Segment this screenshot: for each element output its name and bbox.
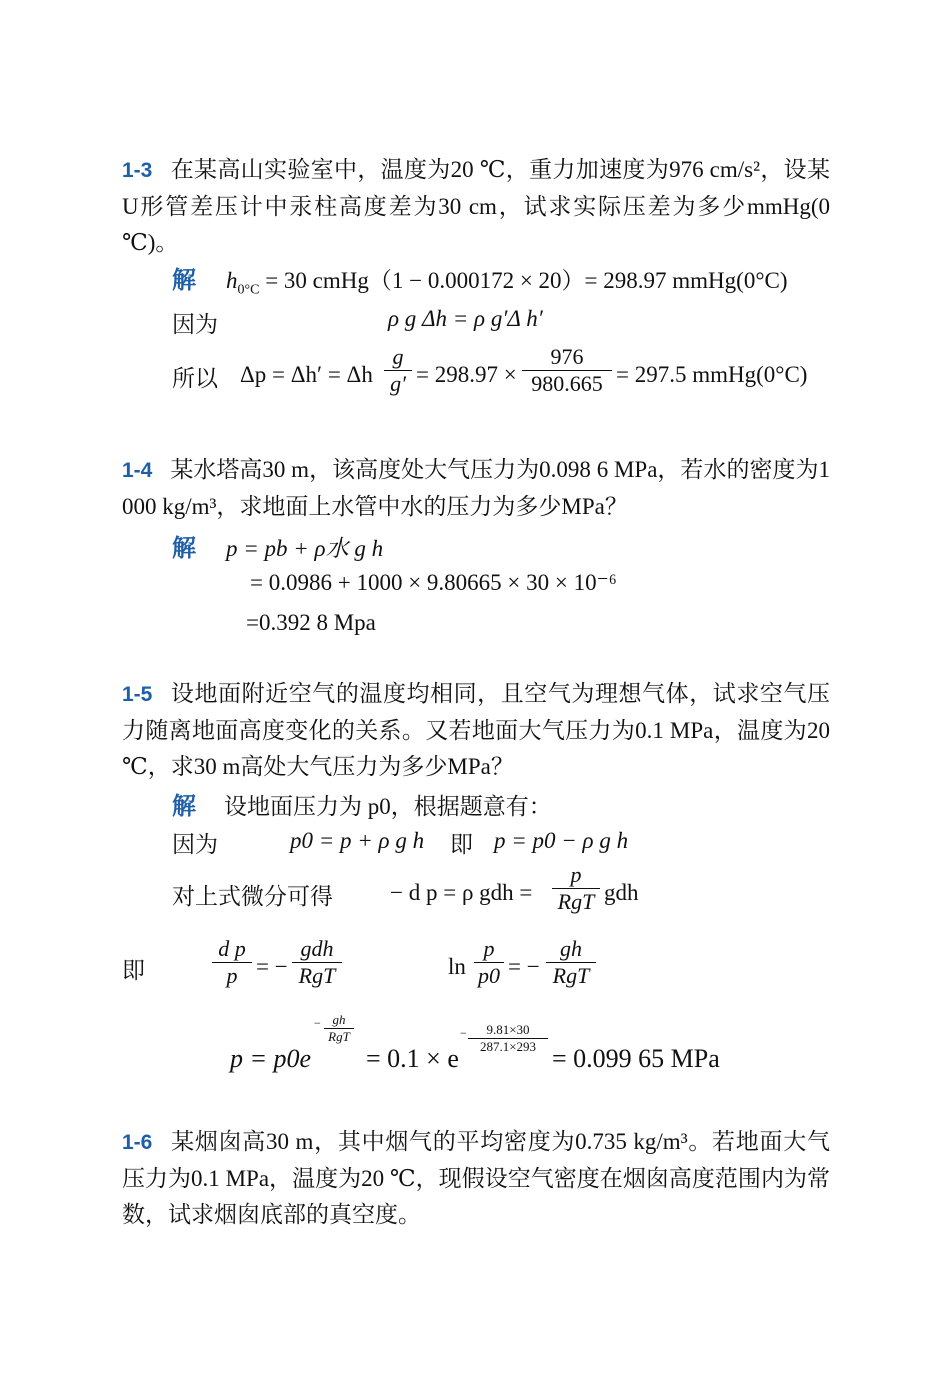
- fraction-p-over-p0: [474, 936, 504, 989]
- ji-label: 即: [450, 832, 473, 857]
- fraction-dp-over-p: [212, 936, 252, 989]
- fraction-denominator: RgT: [292, 962, 342, 989]
- fraction-gdh-over-RgT: [292, 936, 342, 989]
- problem-1-6: [122, 1124, 830, 1233]
- equation-1-3-c-left: Δp = Δh′ = Δh: [240, 362, 373, 387]
- fraction-numerator: 976: [550, 344, 584, 369]
- equation-1-5-b: p = p0 − ρ g h: [494, 828, 629, 853]
- fraction-numerator: p: [570, 862, 582, 887]
- fraction-numerator: d p: [218, 936, 246, 961]
- equation-1-3-b: ρ g Δh = ρ g′Δ h′: [388, 306, 543, 331]
- fraction-numerator: g: [392, 344, 404, 369]
- ji-label-2: 即: [122, 958, 145, 983]
- fraction-denominator: p0: [474, 962, 504, 989]
- because-label: 因为: [172, 832, 218, 857]
- problem-text: 某烟囱高30 m，其中烟气的平均密度为0.735 kg/m³。若地面大气压力为0.1 MPa，温度为20 ℃，现假设空气密度在烟囱高度范围内为常数，试求烟囱底部的真空度。: [122, 1129, 830, 1227]
- equation-1-5-c-left: − d p = ρ gdh =: [390, 880, 533, 905]
- exponent-minus: −: [460, 1026, 467, 1040]
- fraction-denominator: p: [212, 962, 252, 989]
- fraction-numerator: gh: [560, 936, 582, 961]
- solution-intro: 设地面压力为 p0，根据题意有：: [224, 794, 552, 819]
- problem-text: 在某高山实验室中，温度为20 ℃，重力加速度为976 cm/s²，设某U形管差压计中汞柱高度差为30 cm，试求实际压差为多少mmHg(0 ℃)。: [122, 157, 830, 255]
- fraction-gh-over-RgT: [546, 936, 596, 989]
- equation-1-5-e-left: p = p0e: [230, 1044, 312, 1073]
- exponent-minus: −: [314, 1016, 321, 1030]
- exponent-fraction-numeric: [468, 1022, 548, 1055]
- fraction-numerator: 9.81×30: [486, 1022, 530, 1037]
- problem-number: 1-3: [122, 159, 153, 182]
- equation-1-5-e-mid: = 0.1 × e: [366, 1044, 459, 1073]
- equation-operator: = −: [508, 954, 540, 979]
- problem-number: 1-4: [122, 459, 153, 482]
- fraction-p-over-RgT: [552, 862, 600, 915]
- equation-1-3-a: $h_{0^\circ C} = 30$ cmHg（1 − 0.000172 × 20）= 298.97 mmHg(0°C): [226, 268, 788, 298]
- problem-1-3: [122, 152, 830, 261]
- problem-text: 某水塔高30 m，该高度处大气压力为0.098 6 MPa，若水的密度为1 000 kg/m³，求地面上水管中水的压力为多少MPa？: [122, 457, 830, 519]
- fraction-denominator: RgT: [324, 1028, 354, 1045]
- equation-1-5-c-right: gdh: [604, 880, 639, 905]
- equation-1-4-c: =0.392 8 Mpa: [246, 610, 376, 635]
- because-label: 因为: [172, 312, 218, 337]
- equation-1-5-a: p0 = p + ρ g h: [290, 828, 425, 853]
- equation-text: = 30 cmHg（1 − 0.000172 × 20）= 298.97 mmHg(0°C): [259, 268, 788, 293]
- fraction-denominator: RgT: [552, 888, 600, 915]
- equation-operator: = −: [256, 954, 288, 979]
- so-label: 所以: [172, 366, 218, 391]
- equation-1-5-e-right: = 0.099 65 MPa: [552, 1044, 720, 1073]
- problem-1-4: [122, 452, 830, 525]
- solution-label: 解: [172, 536, 196, 562]
- fraction-denominator: g′: [384, 370, 412, 397]
- differentiate-label: 对上式微分可得: [172, 884, 333, 909]
- problem-text: 设地面附近空气的温度均相同，且空气为理想气体，试求空气压力随离地面高度变化的关系。又若地面大气压力为0.1 MPa，温度为20 ℃，求30 m高处大气压力为多少MPa？: [122, 681, 830, 779]
- ln-symbol: ln: [448, 954, 466, 979]
- fraction-numerator: gdh: [300, 936, 334, 961]
- solution-label: 解: [172, 268, 196, 294]
- exponent-fraction-gh-over-RgT: [324, 1012, 354, 1045]
- fraction-g-over-gprime: [384, 344, 412, 397]
- equation-1-3-c-right: = 297.5 mmHg(0°C): [616, 362, 808, 387]
- solution-label: 解: [172, 794, 196, 820]
- fraction-denominator: RgT: [546, 962, 596, 989]
- equation-1-3-c-mid: = 298.97 ×: [416, 362, 517, 387]
- fraction-numerator: gh: [332, 1012, 346, 1027]
- problem-number: 1-5: [122, 683, 153, 706]
- problem-number: 1-6: [122, 1131, 153, 1154]
- problem-1-5: [122, 676, 830, 785]
- equation-1-4-b: = 0.0986 + 1000 × 9.80665 × 30 × 10⁻⁶: [250, 570, 617, 595]
- fraction-denominator: 980.665: [522, 370, 612, 397]
- fraction-numerator: p: [483, 936, 495, 961]
- fraction-976-over-980: [522, 344, 612, 397]
- fraction-denominator: 287.1×293: [468, 1038, 548, 1055]
- equation-1-4-a: p = pb + ρ水 g h: [226, 536, 384, 561]
